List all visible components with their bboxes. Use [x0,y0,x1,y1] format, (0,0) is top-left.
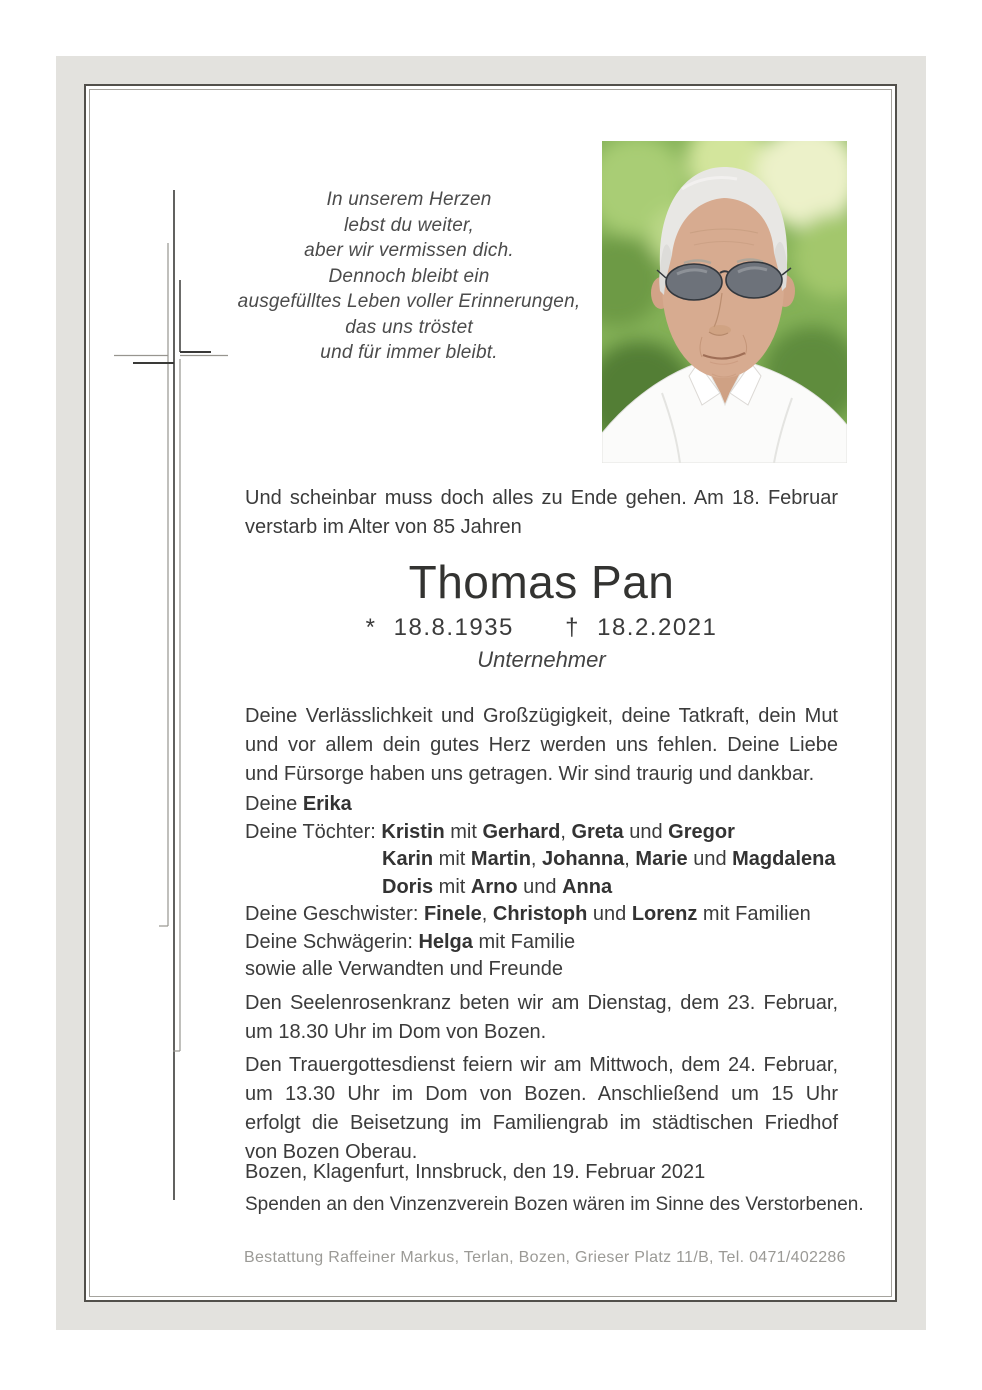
intro-paragraph: Und scheinbar muss doch alles zu Ende gehen. Am 18. Februar verstarb im Alter von 85 Jahren [245,487,838,538]
donation-note: Spenden an den Vinzenzverein Bozen wären im Sinne des Verstorbenen. [245,1194,864,1215]
funeral-home-footer: Bestattung Raffeiner Markus, Terlan, Bozen, Grieser Platz 11/B, Tel. 0471/402286 [244,1249,846,1266]
family-spouse-line: Deine Erika [245,793,352,815]
tribute-paragraph: Deine Verlässlichkeit und Großzügigkeit, deine Tatkraft, dein Mut und vor allem dein gutes Herz werden uns fehlen. Deine Liebe und Fürsorge haben uns getragen. Wir sind traurig und dankbar. [245,705,838,785]
family-closing-line: sowie alle Verwandten und Freunde [245,958,563,980]
memorial-poem: In unserem Herzen lebst du weiter, aber wir vermissen dich. Dennoch bleibt ein ausgefülltes Leben voller Erinnerungen, das uns tröstet und für immer bleibt. [237,189,581,363]
rosary-paragraph: Den Seelenrosenkranz beten wir am Dienstag, dem 23. Februar, um 18.30 Uhr im Dom von Bozen. [245,992,838,1043]
deceased-name: Thomas Pan [408,556,675,608]
family-daughters-line-2: Karin mit Martin, Johanna, Marie und Magdalena [382,848,836,870]
funeral-paragraph: Den Trauergottesdienst feiern wir am Mittwoch, dem 24. Februar, um 13.30 Uhr im Dom von Bozen. Anschließend um 15 Uhr erfolgt die Beisetzung im Familiengrab im städtischen Friedhof von Bozen Oberau. [245,1054,838,1163]
family-daughters-line-3: Doris mit Arno und Anna [382,875,613,898]
portrait-photo [602,141,847,463]
place-dateline: Bozen, Klagenfurt, Innsbruck, den 19. Februar 2021 [245,1161,706,1183]
family-list [245,791,865,984]
life-dates [245,614,838,641]
cross-icon [107,182,237,1217]
family-siblings-line: Deine Geschwister: Finele, Christoph und Lorenz mit Familien [245,903,811,925]
family-sister-in-law-line: Deine Schwägerin: Helga mit Familie [245,930,576,953]
memorial-card [84,84,897,1302]
birth-date: * 18.8.1935 [365,614,514,641]
family-daughters-line-1: Deine Töchter: Kristin mit Gerhard, Greta und Gregor [245,820,735,843]
portrait-illustration [602,141,847,463]
death-date: † 18.2.2021 [565,614,718,641]
profession: Unternehmer [477,647,606,672]
